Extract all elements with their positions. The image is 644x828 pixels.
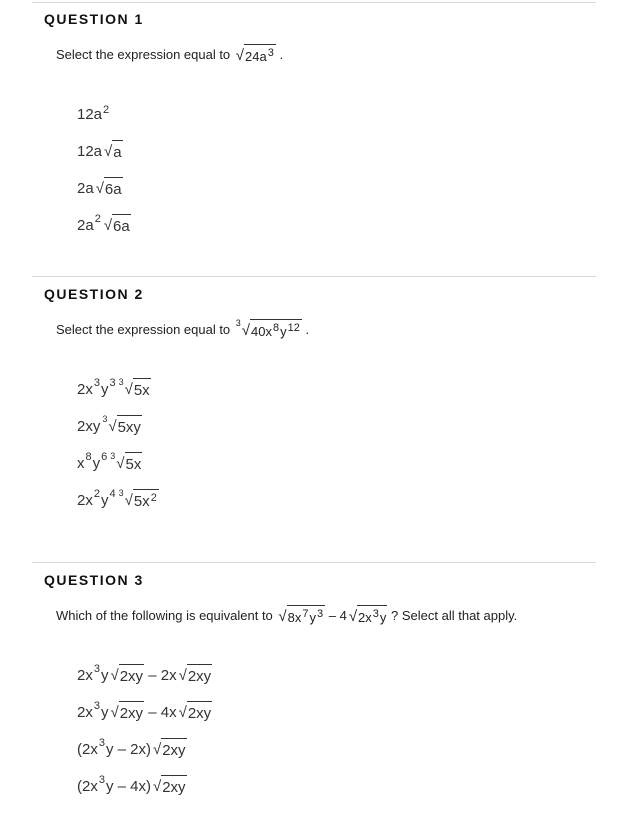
math-text: 2xy — [187, 668, 212, 685]
superscript: 4 — [109, 488, 116, 500]
radicand — [161, 775, 186, 797]
radical-sign-icon: √ — [110, 667, 119, 684]
radical — [153, 775, 187, 797]
superscript: 2 — [103, 104, 110, 116]
math-expression — [77, 489, 159, 511]
radicand — [104, 177, 123, 199]
radical — [236, 44, 276, 66]
radical — [102, 415, 142, 437]
math-expression — [77, 664, 212, 686]
math-text: 12a — [77, 143, 103, 160]
math-expression — [77, 452, 142, 474]
root-index: 3 — [110, 451, 116, 461]
math-text: 5x — [125, 456, 142, 473]
radical-sign-icon: √ — [348, 608, 358, 625]
answer-options — [77, 88, 604, 236]
answer-option[interactable] — [77, 400, 604, 437]
superscript: 3 — [93, 377, 100, 389]
radical — [110, 452, 142, 474]
radical — [104, 140, 123, 162]
math-text: 12a — [77, 106, 103, 123]
math-expression — [77, 701, 212, 723]
answer-option[interactable] — [77, 162, 604, 199]
math-text: a — [113, 144, 122, 161]
math-text: 2x — [77, 704, 93, 721]
math-text: 6a — [104, 181, 122, 198]
radical-sign-icon: √ — [116, 455, 125, 472]
math-text: 2a — [77, 180, 94, 197]
question-title: QUESTION 1 — [44, 11, 144, 27]
math-expression — [77, 177, 123, 199]
superscript: 2 — [94, 213, 101, 225]
answer-option[interactable] — [77, 363, 604, 400]
radicand — [119, 664, 144, 686]
radicand — [112, 140, 122, 162]
math-text: . — [301, 322, 310, 337]
radical-sign-icon: √ — [241, 322, 251, 339]
math-text: 2xy — [187, 705, 212, 722]
math-text: 2x — [77, 381, 93, 398]
radical-sign-icon: √ — [108, 418, 117, 435]
radicand — [133, 489, 159, 511]
root-index: 3 — [118, 488, 124, 498]
math-text: y – 2x) — [105, 741, 151, 758]
radicand — [119, 701, 144, 723]
math-text: 24a — [245, 49, 267, 64]
divider — [32, 2, 596, 3]
math-expression — [77, 415, 142, 437]
math-text: 2x — [77, 492, 93, 509]
math-text: (2x — [77, 778, 98, 795]
math-text: 6a — [113, 218, 130, 235]
answer-option[interactable] — [77, 723, 604, 760]
superscript: 12 — [287, 322, 300, 334]
radical-sign-icon: √ — [178, 704, 187, 721]
superscript: 3 — [372, 608, 379, 620]
radicand — [117, 415, 142, 437]
superscript: 3 — [98, 737, 105, 749]
math-text: y — [100, 704, 109, 721]
radicand — [187, 664, 212, 686]
question-3 — [44, 572, 604, 797]
superscript: 7 — [302, 608, 309, 620]
answer-option[interactable] — [77, 125, 604, 162]
question-title: QUESTION 3 — [44, 572, 144, 588]
answer-option[interactable] — [77, 474, 604, 511]
radical — [179, 701, 213, 723]
math-text: y — [100, 381, 109, 398]
math-text: 8x — [287, 610, 302, 625]
radical — [236, 319, 302, 341]
radical-sign-icon: √ — [178, 667, 187, 684]
radicand — [250, 319, 302, 341]
question-prompt — [56, 319, 604, 341]
radicand — [161, 738, 186, 760]
superscript: 6 — [101, 451, 108, 463]
radical-sign-icon: √ — [110, 704, 119, 721]
answer-options — [77, 363, 604, 511]
radicand — [125, 452, 143, 474]
radicand — [287, 605, 325, 627]
answer-option[interactable] — [77, 199, 604, 236]
radical-sign-icon: √ — [104, 143, 113, 160]
math-text: y — [92, 455, 101, 472]
math-expression — [77, 775, 187, 797]
radical-sign-icon: √ — [152, 778, 162, 795]
divider — [32, 276, 596, 277]
answer-options — [77, 649, 604, 797]
answer-option[interactable] — [77, 88, 604, 125]
math-text: 5x — [133, 493, 150, 510]
question-prompt — [56, 44, 604, 66]
radical-sign-icon: √ — [103, 217, 113, 234]
math-text: 2xy — [119, 705, 144, 722]
math-text: y — [379, 610, 387, 625]
radical — [119, 489, 159, 511]
radicand — [244, 44, 276, 66]
question-2 — [44, 286, 604, 511]
math-text: Which of the following is equivalent to — [56, 608, 277, 623]
superscript: 3 — [98, 774, 105, 786]
math-text: 2xy — [162, 779, 186, 796]
divider — [32, 562, 596, 563]
superscript: 3 — [93, 663, 100, 675]
radicand — [187, 701, 212, 723]
root-index: 3 — [102, 414, 108, 424]
radical-sign-icon: √ — [278, 608, 287, 625]
math-text: 5xy — [117, 419, 141, 436]
radical — [104, 214, 131, 236]
radical-sign-icon: √ — [152, 741, 162, 758]
math-text: (2x — [77, 741, 98, 758]
math-expression — [77, 378, 151, 400]
math-text: 2a — [77, 217, 94, 234]
math-text: y — [100, 667, 109, 684]
radicand — [357, 605, 387, 627]
answer-option[interactable] — [77, 686, 604, 723]
answer-option[interactable] — [77, 649, 604, 686]
math-text: 2x — [77, 667, 93, 684]
radical-sign-icon: √ — [235, 47, 245, 64]
math-text: 5x — [133, 382, 150, 399]
math-text: 2x — [358, 610, 372, 625]
math-expression — [77, 140, 123, 162]
radical — [110, 664, 144, 686]
math-text: y — [100, 492, 109, 509]
root-index: 3 — [118, 377, 124, 387]
math-text: 40x — [251, 324, 272, 339]
root-index: 3 — [235, 318, 241, 328]
superscript: 8 — [85, 451, 92, 463]
radical-sign-icon: √ — [95, 180, 104, 197]
math-text: 2xy — [119, 668, 144, 685]
math-expression — [77, 105, 110, 125]
math-expression — [77, 214, 131, 236]
answer-option[interactable] — [77, 437, 604, 474]
math-text: Select the expression equal to — [56, 322, 234, 337]
math-expression — [77, 738, 187, 760]
math-text: – 2x — [144, 667, 177, 684]
radical — [96, 177, 123, 199]
math-text: 2xy — [77, 418, 101, 435]
math-text: y — [309, 610, 316, 625]
math-text: 2xy — [162, 742, 186, 759]
radical — [349, 605, 388, 627]
superscript: 2 — [150, 492, 157, 504]
math-text: – 4 — [325, 608, 347, 623]
math-text: . — [275, 47, 284, 62]
radical — [179, 664, 213, 686]
radicand — [112, 214, 131, 236]
radical-sign-icon: √ — [124, 492, 133, 509]
radical — [110, 701, 144, 723]
answer-option[interactable] — [77, 760, 604, 797]
question-prompt — [56, 605, 604, 627]
superscript: 3 — [267, 47, 274, 59]
question-1 — [44, 11, 604, 236]
superscript: 3 — [317, 608, 324, 620]
radical — [153, 738, 187, 760]
radical — [278, 605, 325, 627]
math-text: x — [77, 455, 85, 472]
superscript: 2 — [93, 488, 100, 500]
superscript: 3 — [93, 700, 100, 712]
math-text: – 4x — [144, 704, 177, 721]
superscript: 3 — [109, 377, 116, 389]
math-text: y – 4x) — [105, 778, 151, 795]
radical — [119, 378, 151, 400]
question-title: QUESTION 2 — [44, 286, 144, 302]
math-text: Select the expression equal to — [56, 47, 234, 62]
superscript: 8 — [273, 322, 280, 334]
math-text: y — [280, 324, 287, 339]
radical-sign-icon: √ — [124, 381, 133, 398]
radicand — [133, 378, 151, 400]
math-text: ? Select all that apply. — [387, 608, 518, 623]
